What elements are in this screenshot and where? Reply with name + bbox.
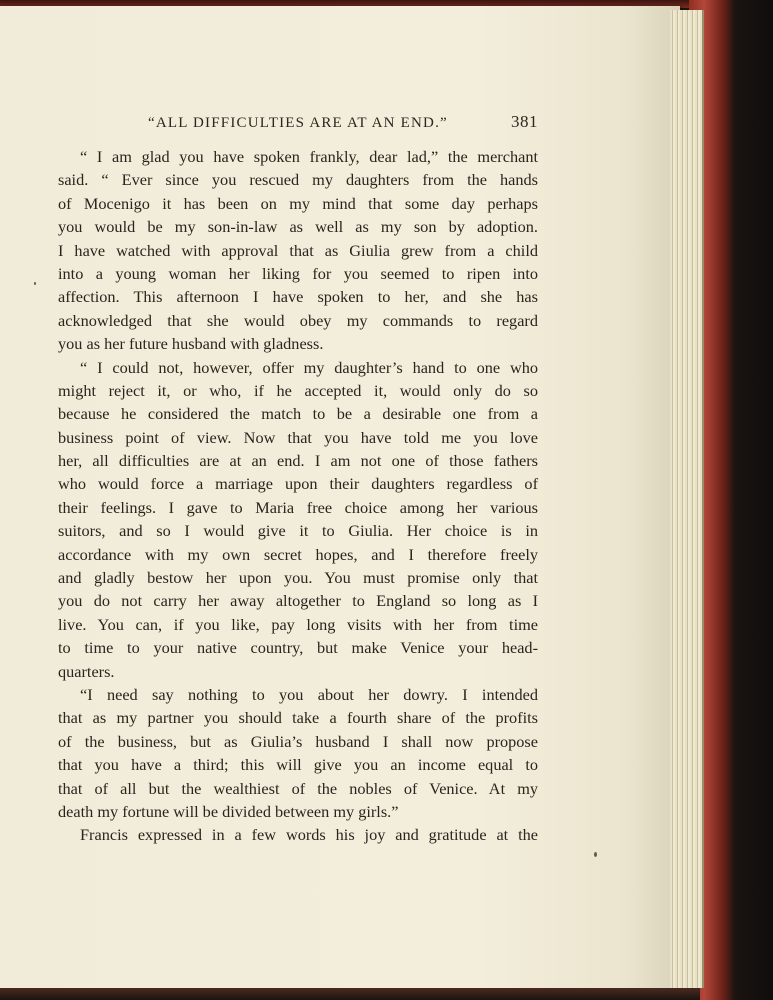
- text-line: said. “ Ever since you rescued my daughters from the hands: [58, 170, 538, 190]
- text-line: that of all but the wealthiest of the nobles of Venice. At my: [58, 778, 538, 798]
- text-line: “I need say nothing to you about her dowry. I intended: [80, 684, 538, 704]
- text-line: her, all difficulties are at an end. I am not one of those fathers: [58, 451, 538, 471]
- text-line: acknowledged that she would obey my commands to regard: [58, 310, 538, 330]
- paper-speck: [34, 282, 36, 285]
- text-line: affection. This afternoon I have spoken to her, and she has: [58, 287, 538, 307]
- text-line: you as her future husband with gladness.: [58, 334, 324, 354]
- bottom-shadow: [0, 988, 700, 1000]
- text-line: might reject it, or who, if he accepted it, would only do so: [58, 380, 538, 400]
- text-line: of the business, but as Giulia’s husband I shall now propose: [58, 731, 538, 751]
- text-line: death my fortune will be divided between my girls.”: [58, 801, 399, 821]
- text-line: to time to your native country, but make Venice your head-: [58, 638, 538, 658]
- page-edges: [670, 10, 704, 988]
- text-line: and gladly bestow her upon you. You must promise only that: [58, 568, 538, 588]
- text-line: business point of view. Now that you have told me you love: [58, 427, 538, 447]
- text-line: “ I am glad you have spoken frankly, dear lad,” the merchant: [80, 147, 538, 166]
- text-line: “ I could not, however, offer my daughter’s hand to one who: [80, 357, 538, 377]
- text-line: that you have a third; this will give you an income equal to: [58, 755, 538, 775]
- text-line: quarters.: [58, 661, 115, 681]
- text-line: accordance with my own secret hopes, and I therefore freely: [58, 544, 538, 564]
- text-line: because he considered the match to be a desirable one from a: [58, 404, 538, 424]
- text-line: live. You can, if you like, pay long visits with her from time: [58, 614, 538, 634]
- text-line: who would force a marriage upon their daughters regardless of: [58, 474, 538, 494]
- running-head: [148, 112, 538, 136]
- text-line: that as my partner you should take a fourth share of the profits: [58, 708, 538, 728]
- running-title: “ALL DIFFICULTIES ARE AT AN END.”: [148, 115, 448, 131]
- body-text: [58, 145, 538, 847]
- text-line: you would be my son-in-law as well as my son by adoption.: [58, 217, 538, 237]
- text-line: suitors, and so I would give it to Giulia. Her choice is in: [58, 521, 538, 541]
- text-line: Francis expressed in a few words his joy and gratitude at the: [80, 825, 538, 845]
- text-line: I have watched with approval that as Giulia grew from a child: [58, 240, 538, 260]
- paper-speck: [594, 852, 597, 857]
- text-line: of Mocenigo it has been on my mind that some day perhaps: [58, 193, 538, 213]
- page-number: 381: [511, 112, 538, 131]
- text-line: you do not carry her away altogether to England so long as I: [58, 591, 538, 611]
- text-line: into a young woman her liking for you seemed to ripen into: [58, 263, 538, 283]
- text-line: their feelings. I gave to Maria free choice among her various: [58, 497, 538, 517]
